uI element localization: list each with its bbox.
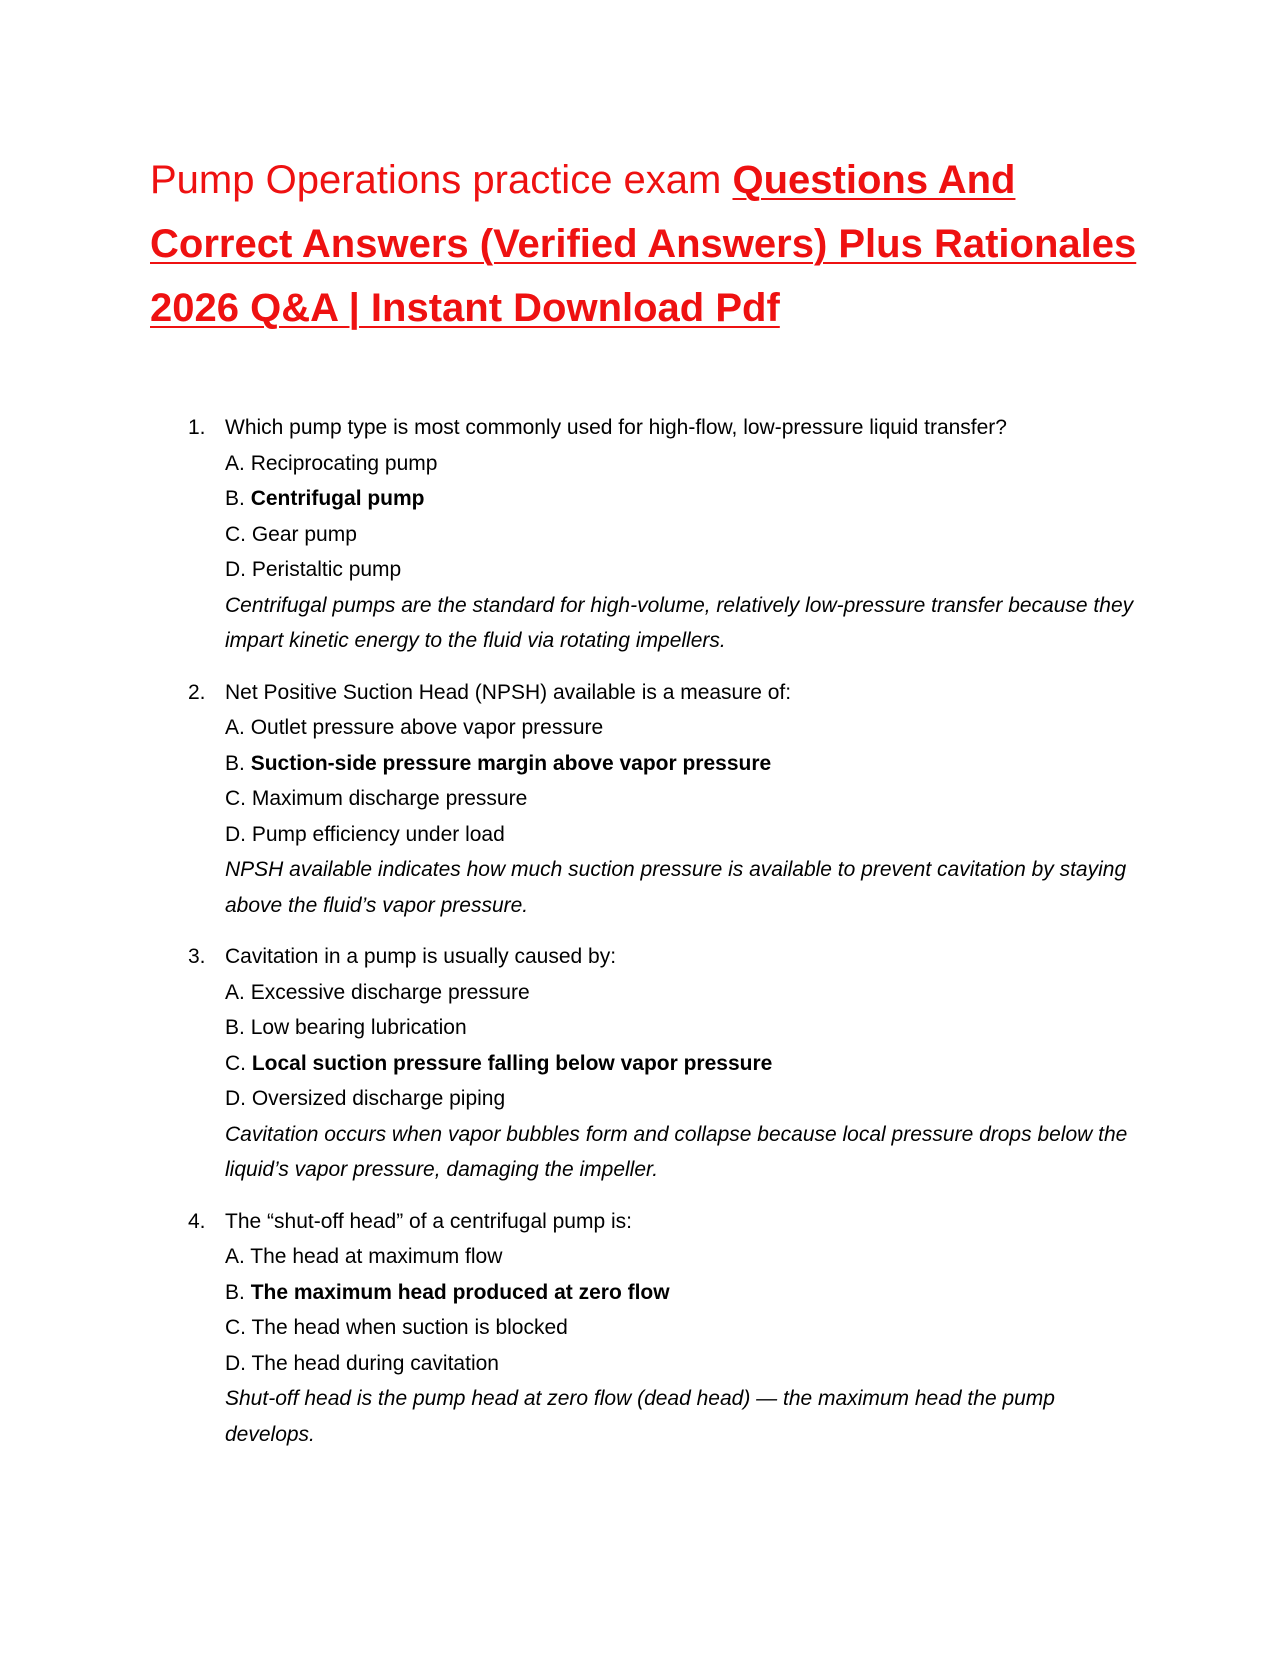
answer-option — [225, 1010, 1140, 1046]
option-letter: C. — [225, 787, 252, 810]
option-text: Outlet pressure above vapor pressure — [250, 716, 604, 739]
question-number: 2. — [188, 680, 206, 704]
answer-option-correct — [225, 746, 1140, 782]
option-text: Gear pump — [251, 522, 357, 546]
title-plain-text: Pump Operations practice exam — [150, 158, 733, 202]
question-number: 4. — [188, 1209, 206, 1233]
option-letter: D. — [225, 1351, 252, 1375]
option-text: Local suction pressure falling below vapor pressure — [251, 1051, 773, 1075]
title-bold-text: Questions And Correct Answers (Verified Answers) Plus Rationales 2026 Q&A | Instant Download Pdf — [150, 158, 1137, 330]
option-text: The maximum head produced at zero flow — [250, 1280, 670, 1304]
question-item — [180, 675, 1140, 924]
answer-option-correct — [225, 1275, 1140, 1311]
option-text: Suction-side pressure margin above vapor pressure — [250, 751, 772, 775]
question-item — [180, 410, 1140, 659]
option-text: Reciprocating pump — [250, 451, 438, 475]
option-letter: A. — [225, 980, 251, 1004]
option-letter: C. — [225, 522, 252, 546]
answer-option-correct — [225, 481, 1140, 517]
answer-option — [225, 1346, 1140, 1382]
question-text: The “shut-off head” of a centrifugal pump is: — [225, 1209, 632, 1233]
option-letter: B. — [225, 487, 251, 510]
option-letter: B. — [225, 751, 251, 775]
answer-option — [225, 817, 1140, 853]
option-text: Oversized discharge piping — [251, 1087, 506, 1110]
answer-option — [225, 1239, 1140, 1275]
question-text: Net Positive Suction Head (NPSH) available is a measure of: — [225, 680, 792, 704]
option-text: Excessive discharge pressure — [250, 980, 530, 1004]
option-text: Low bearing lubrication — [250, 1016, 467, 1039]
rationale-text: Shut-off head is the pump head at zero flow (dead head) — the maximum head the pump develops. — [225, 1387, 1055, 1446]
option-letter: A. — [225, 451, 251, 475]
option-letter: B. — [225, 1016, 251, 1039]
question-item — [180, 1204, 1140, 1453]
option-letter: A. — [225, 1245, 251, 1268]
option-text: The head during cavitation — [251, 1351, 499, 1375]
question-list — [180, 410, 1140, 1468]
option-letter: D. — [225, 822, 252, 846]
option-text: Maximum discharge pressure — [251, 787, 528, 810]
option-letter: D. — [225, 558, 252, 581]
question-number: 1. — [188, 416, 206, 439]
option-text: Peristaltic pump — [251, 558, 402, 581]
document-title — [150, 148, 1140, 340]
rationale-text: NPSH available indicates how much suction pressure is available to prevent cavitation by staying above the fluid’s vapor pressure. — [225, 858, 1127, 917]
question-text: Cavitation in a pump is usually caused by: — [225, 945, 617, 968]
answer-option — [225, 710, 1140, 746]
option-text: The head at maximum flow — [250, 1245, 503, 1268]
option-text: The head when suction is blocked — [251, 1316, 568, 1339]
option-text: Pump efficiency under load — [251, 822, 505, 846]
rationale-text: Cavitation occurs when vapor bubbles form and collapse because local pressure drops below the liquid’s vapor pressure, damaging the impeller. — [225, 1122, 1128, 1181]
rationale-text: Centrifugal pumps are the standard for high-volume, relatively low-pressure transfer because they impart kinetic energy to the fluid via rotating impellers. — [225, 593, 1134, 652]
answer-option — [225, 552, 1140, 588]
option-text: Centrifugal pump — [250, 487, 425, 510]
option-letter: C. — [225, 1051, 252, 1075]
answer-option — [225, 517, 1140, 553]
option-letter: A. — [225, 716, 251, 739]
option-letter: B. — [225, 1280, 251, 1304]
answer-option — [225, 446, 1140, 482]
question-item — [180, 939, 1140, 1188]
option-letter: D. — [225, 1087, 252, 1110]
answer-option — [225, 975, 1140, 1011]
answer-option — [225, 1081, 1140, 1117]
answer-option-correct — [225, 1046, 1140, 1082]
question-number: 3. — [188, 945, 206, 968]
option-letter: C. — [225, 1316, 252, 1339]
answer-option — [225, 1310, 1140, 1346]
answer-option — [225, 781, 1140, 817]
question-text: Which pump type is most commonly used for high-flow, low-pressure liquid transfer? — [225, 416, 1007, 439]
